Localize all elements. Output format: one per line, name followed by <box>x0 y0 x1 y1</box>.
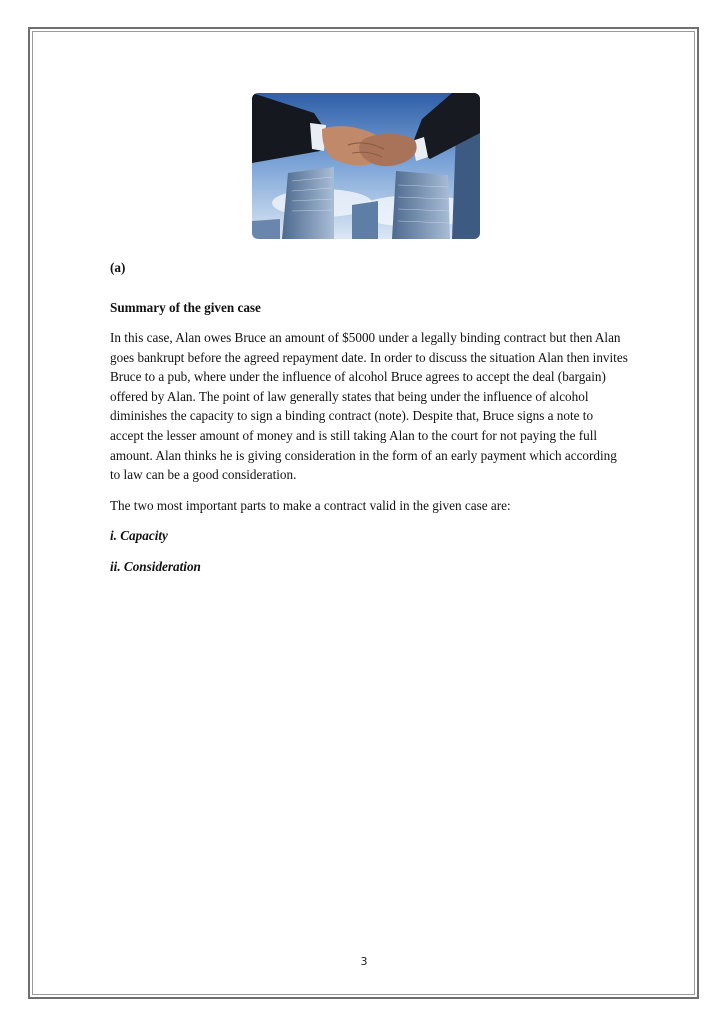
page-number: 3 <box>360 955 368 968</box>
summary-paragraph: In this case, Alan owes Bruce an amount of $5000 under a legally binding contract but then Alan goes bankrupt before the agreed repayment date. In order to discuss the situation Alan then invites Bruce to a pub, where under the influence of alcohol Bruce agrees to accept the deal (bargain) offered by Alan. The point of law generally states that being under the influence of alcohol diminishes the capacity to sign a binding contract (note). Despite that, Bruce signs a note to accept the lesser amount of money and is still taking Alan to the court for not paying the full amount. Alan thinks he is giving consideration in the form of an early payment which according to law can be a good consideration. <box>110 330 628 483</box>
section-label: (a) <box>110 260 126 275</box>
summary-heading: Summary of the given case <box>110 300 261 315</box>
handshake-image <box>252 93 480 239</box>
handshake-skyscrapers-illustration <box>252 93 480 239</box>
intro-paragraph: The two most important parts to make a contract valid in the given case are: <box>110 497 511 513</box>
list-item-consideration: ii. Consideration <box>110 559 201 575</box>
document-body <box>110 258 630 588</box>
list-item-capacity: i. Capacity <box>110 528 168 544</box>
